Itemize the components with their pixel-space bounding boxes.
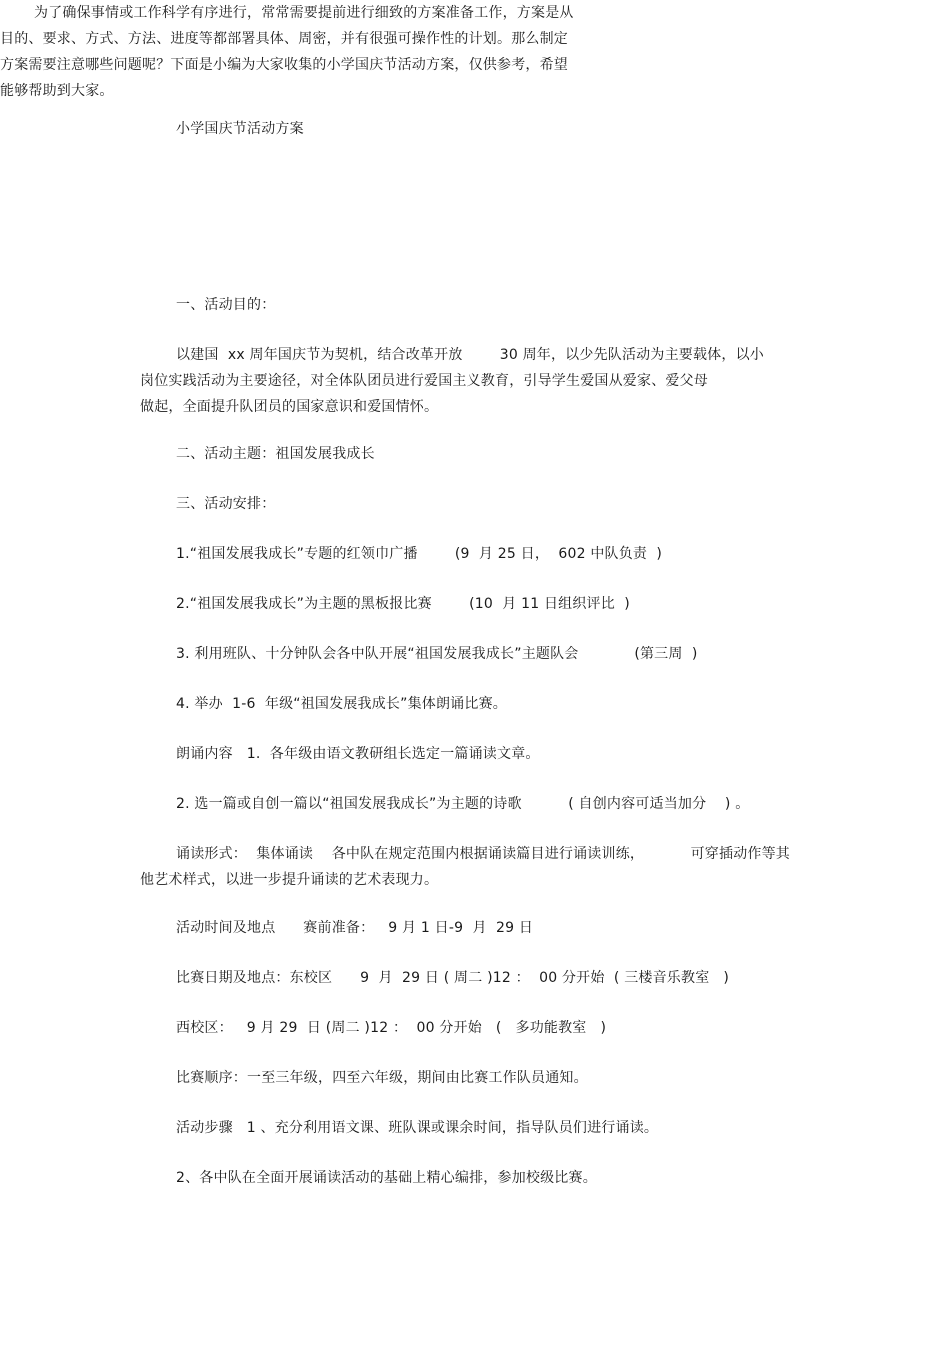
intro-line: 方案需要注意哪些问题呢？下面是小编为大家收集的小学国庆节活动方案，仅供参考，希望	[0, 57, 568, 73]
recite-form-line: 诵读形式： 集体诵读 各中队在规定范围内根据诵读篇目进行诵读训练， 可穿插动作等其	[176, 846, 791, 862]
section3-heading: 三、活动安排：	[176, 496, 276, 512]
schedule-item: 2. 选一篇或自创一篇以“祖国发展我成长”为主题的诗歌 ( 自创内容可适当加分 ) 。	[176, 796, 750, 812]
schedule-item: 3. 利用班队、十分钟队会各中队开展“祖国发展我成长”主题队会 (第三周 )	[176, 646, 698, 662]
tail-line: 西校区： 9 月 29 日 (周二 )12 ： 00 分开始 ( 多功能教室 )	[176, 1020, 607, 1036]
schedule-item: 2.“祖国发展我成长”为主题的黑板报比赛 (10 月 11 日组织评比 )	[176, 596, 630, 612]
tail-line: 2、各中队在全面开展诵读活动的基础上精心编排，参加校级比赛。	[176, 1170, 597, 1186]
schedule-item: 朗诵内容 1. 各年级由语文教研组长选定一篇诵读文章。	[176, 746, 540, 762]
section1-line: 岗位实践活动为主要途径，对全体队团员进行爱国主义教育，引导学生爱国从爱家、爱父母	[140, 373, 708, 389]
schedule-item: 4. 举办 1-6 年级“祖国发展我成长”集体朗诵比赛。	[176, 696, 507, 712]
section1-heading: 一、活动目的：	[176, 297, 276, 313]
intro-line: 为了确保事情或工作科学有序进行，常常需要提前进行细致的方案准备工作，方案是从	[34, 5, 574, 21]
schedule-item: 1.“祖国发展我成长”专题的红领巾广播 (9 月 25 日， 602 中队负责 )	[176, 546, 663, 562]
tail-line: 活动步骤 1 、充分利用语文课、班队课或课余时间，指导队员们进行诵读。	[176, 1120, 659, 1136]
tail-line: 活动时间及地点 赛前准备： 9 月 1 日-9 月 29 日	[176, 920, 534, 936]
intro-paragraph	[0, 0, 640, 104]
tail-line: 比赛顺序：一至三年级，四至六年级，期间由比赛工作队员通知。	[176, 1070, 588, 1086]
document-title: 小学国庆节活动方案	[176, 121, 304, 137]
intro-line: 目的、要求、方式、方法、进度等都部署具体、周密，并有很强可操作性的计划。那么制定	[0, 31, 568, 47]
section2-heading: 二、活动主题：祖国发展我成长	[176, 446, 375, 462]
section1-line: 以建国 xx 周年国庆节为契机，结合改革开放 30 周年，以少先队活动为主要载体，以小	[176, 347, 764, 363]
tail-line: 比赛日期及地点：东校区 9 月 29 日 ( 周二 )12 ： 00 分开始 ( 三楼音乐教室 )	[176, 970, 730, 986]
intro-line: 能够帮助到大家。	[0, 83, 114, 99]
recite-form-line: 他艺术样式，以进一步提升诵读的艺术表现力。	[140, 872, 439, 888]
section1-line: 做起，全面提升队团员的国家意识和爱国情怀。	[140, 399, 439, 415]
